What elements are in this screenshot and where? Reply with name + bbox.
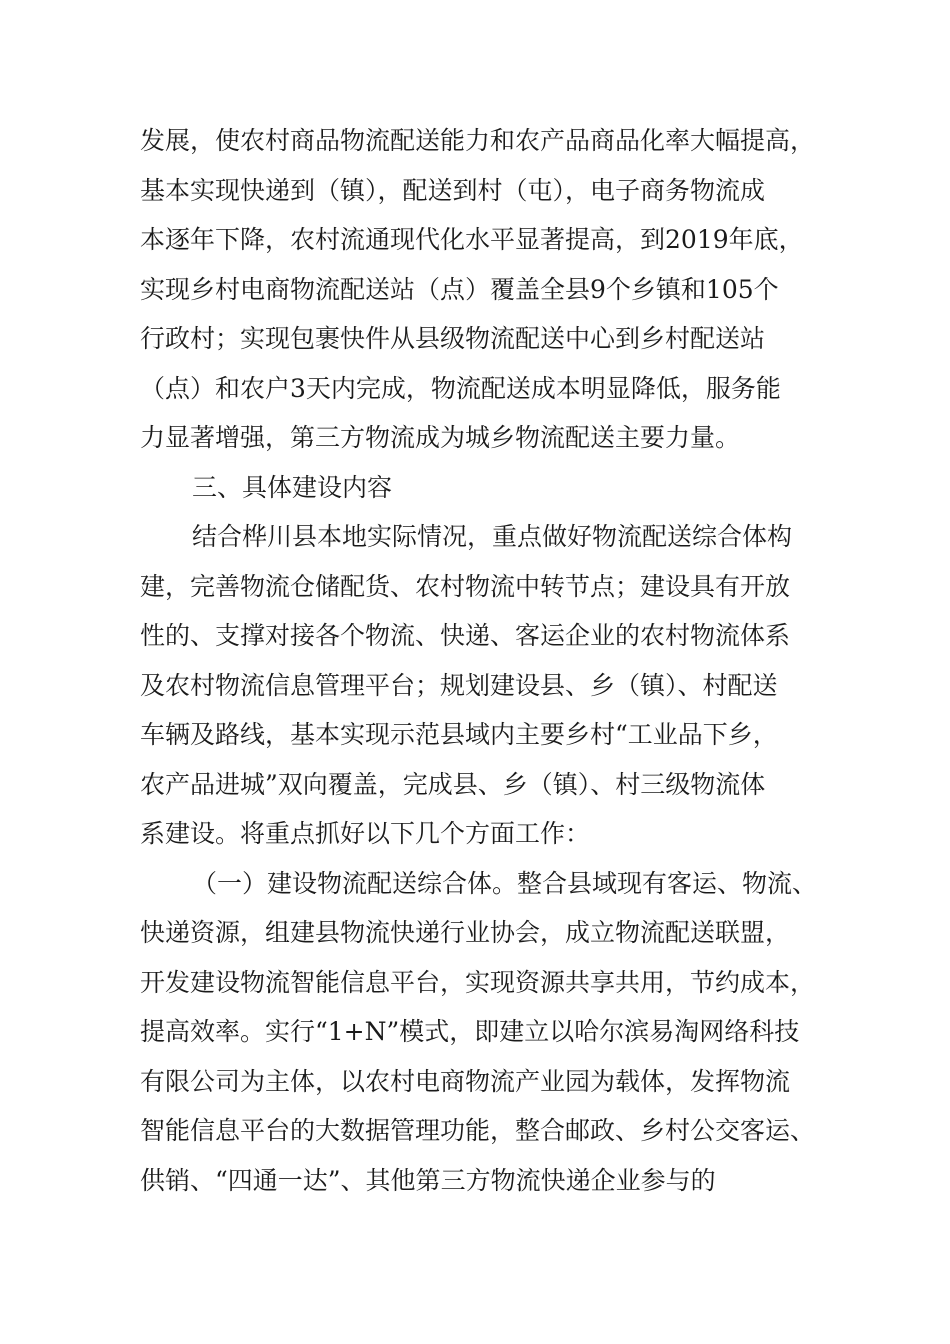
text-line: （点）和农户3天内完成，物流配送成本明显降低，服务能 bbox=[140, 373, 781, 403]
text-line: 性的、支撑对接各个物流、快递、客运企业的农村物流体系 bbox=[140, 621, 791, 650]
text-line: 智能信息平台的大数据管理功能，整合邮政、乡村公交客运、 bbox=[140, 1116, 816, 1145]
text-line: 有限公司为主体，以农村电商物流产业园为载体，发挥物流 bbox=[140, 1066, 791, 1096]
text-line: 力显著增强，第三方物流成为城乡物流配送主要力量。 bbox=[140, 423, 741, 452]
section-heading: 三、具体建设内容 bbox=[192, 472, 393, 502]
subsection-heading: （一）建设物流配送综合体。整合县域现有客运、物流、 bbox=[192, 868, 818, 898]
text-line: 车辆及路线，基本实现示范县域内主要乡村“工业品下乡， bbox=[140, 720, 778, 749]
text-line: 行政村；实现包裹快件从县级物流配送中心到乡村配送站 bbox=[140, 324, 766, 353]
text-line: 系建设。将重点抓好以下几个方面工作： bbox=[140, 819, 591, 848]
text-line: 基本实现快递到（镇），配送到村（屯），电子商务物流成 bbox=[140, 175, 766, 205]
text-line: 供销、“四通一达”、其他第三方物流快递企业参与的 bbox=[140, 1165, 716, 1195]
text-line: 快递资源，组建县物流快递行业协会，成立物流配送联盟， bbox=[140, 918, 791, 947]
document-body bbox=[140, 116, 820, 1205]
text-line: 农产品进城”双向覆盖，完成县、乡（镇）、村三级物流体 bbox=[140, 769, 766, 799]
text-line: 本逐年下降，农村流通现代化水平显著提高，到2019年底， bbox=[140, 225, 804, 254]
text-line: 提高效率。实行“1+N”模式，即建立以哈尔滨易淘网络科技 bbox=[140, 1017, 800, 1046]
text-line: 开发建设物流智能信息平台，实现资源共享共用，节约成本， bbox=[140, 967, 816, 997]
text-line: 实现乡村电商物流配送站（点）覆盖全县9个乡镇和105个 bbox=[140, 274, 779, 304]
text-line: 结合桦川县本地实际情况，重点做好物流配送综合体构 bbox=[192, 522, 793, 551]
text-line: 建，完善物流仓储配货、农村物流中转节点；建设具有开放 bbox=[140, 571, 791, 601]
text-line: 及农村物流信息管理平台；规划建设县、乡（镇）、村配送 bbox=[140, 670, 778, 700]
text-line: 发展，使农村商品物流配送能力和农产品商品化率大幅提高， bbox=[140, 126, 816, 155]
